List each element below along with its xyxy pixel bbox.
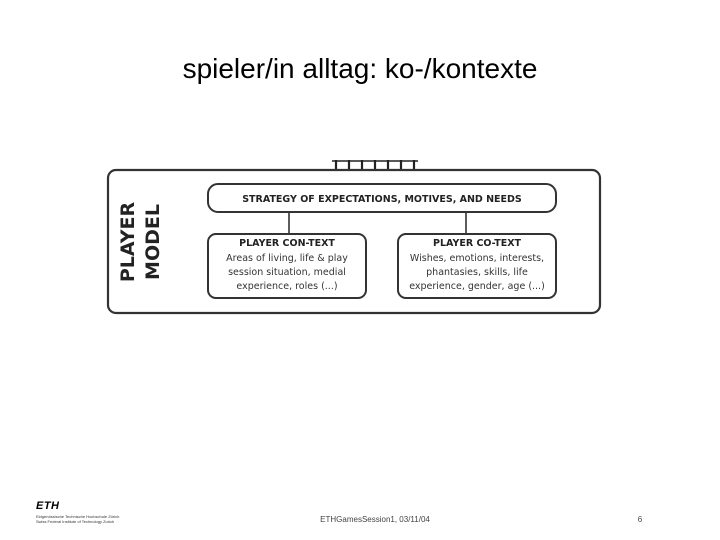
eth-logo-line: Swiss Federal Institute of Technology Zurich [36, 519, 115, 524]
player-cotext-line: phantasies, skills, life [426, 267, 528, 278]
eth-logo-line: Eidgenössische Technische Hochschule Zürich [36, 514, 120, 519]
strategy-label: STRATEGY OF EXPECTATIONS, MOTIVES, AND NEEDS [242, 194, 522, 205]
page-number: 6 [637, 515, 643, 524]
player-cotext-line: Wishes, emotions, interests, [409, 253, 545, 264]
player-cotext-title: PLAYER CO-TEXT [433, 238, 521, 249]
player-cotext-line: experience, gender, age (...) [409, 281, 545, 292]
side-label-player: PLAYER [117, 201, 139, 283]
side-label-model: MODEL [142, 204, 164, 280]
player-model-diagram [104, 156, 604, 318]
player-context-line: session situation, medial [228, 267, 346, 278]
footer-session-text: ETHGamesSession1, 03/11/04 [320, 515, 430, 524]
player-context-line: Areas of living, life & play [226, 253, 348, 264]
player-context-title: PLAYER CON-TEXT [239, 238, 335, 249]
eth-logo-mark: ETH [36, 500, 60, 512]
eth-logo [36, 500, 156, 526]
slide-title: spieler/in alltag: ko-/kontexte [182, 53, 538, 84]
player-context-line: experience, roles (...) [236, 281, 338, 292]
